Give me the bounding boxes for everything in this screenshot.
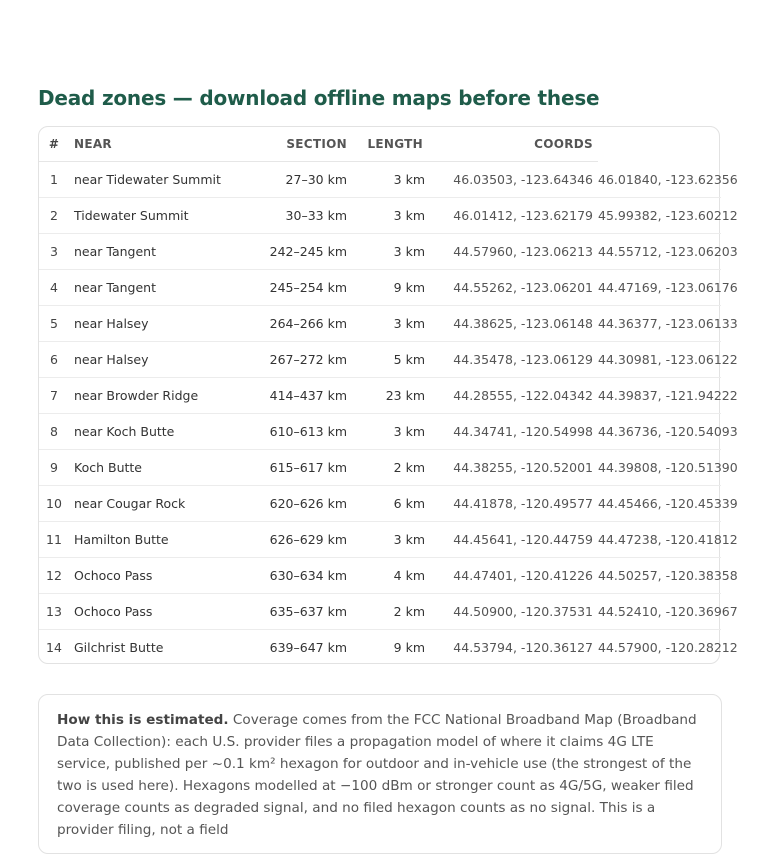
row-near: near Tidewater Summit: [69, 162, 219, 198]
row-end-coords: 44.57900, -120.28212: [598, 640, 738, 655]
row-num: 14: [46, 640, 62, 655]
row-start-coords: 44.55262, -123.06201: [431, 270, 598, 306]
row-end-coords: 45.99382, -123.60212: [598, 198, 721, 234]
row-section: 630–634 km: [219, 558, 359, 594]
row-section: 30–33 km: [219, 198, 359, 234]
row-num: 2: [39, 198, 69, 234]
row-num: 10: [39, 486, 69, 522]
row-num: 5: [39, 306, 69, 342]
row-near: Ochoco Pass: [69, 558, 219, 594]
row-section: 615–617 km: [219, 450, 359, 486]
row-near: Koch Butte: [69, 450, 219, 486]
row-end-coords: 44.47238, -120.41812: [598, 522, 721, 558]
row-num: 6: [39, 342, 69, 378]
row-start-coords: 44.53794, -120.36127: [453, 640, 593, 655]
row-length: 6 km: [359, 486, 431, 522]
row-near: near Tangent: [69, 234, 219, 270]
row-section: 626–629 km: [219, 522, 359, 558]
row-length: 3 km: [359, 522, 431, 558]
row-length: 2 km: [359, 450, 431, 486]
row-num: 1: [39, 162, 69, 198]
row-section: 639–647 km: [269, 640, 347, 655]
dead-zones-table-card: [38, 126, 738, 664]
row-start-coords: 44.50900, -120.37531: [431, 594, 598, 630]
row-end-coords: 44.55712, -123.06203: [598, 234, 721, 270]
row-start-coords: 44.38255, -120.52001: [431, 450, 598, 486]
row-start-coords: 44.41878, -120.49577: [431, 486, 598, 522]
row-length: 23 km: [359, 378, 431, 414]
row-near: Tidewater Summit: [69, 198, 219, 234]
row-section: 245–254 km: [219, 270, 359, 306]
row-num: 9: [39, 450, 69, 486]
estimation-note: [57, 709, 703, 841]
row-end-coords: 44.36736, -120.54093: [598, 414, 721, 450]
row-near: Hamilton Butte: [69, 522, 219, 558]
table-row: [39, 630, 721, 666]
row-end-coords: 44.39837, -121.94222: [598, 378, 721, 414]
row-length: 3 km: [359, 234, 431, 270]
table-row: [39, 414, 721, 450]
table-row: [39, 450, 721, 486]
row-section: 267–272 km: [219, 342, 359, 378]
row-end-coords: 44.45466, -120.45339: [598, 486, 721, 522]
dead-zones-table: [39, 127, 738, 665]
table-row: [39, 234, 721, 270]
row-num: 13: [39, 594, 69, 630]
table-row: [39, 306, 721, 342]
row-num: 11: [39, 522, 69, 558]
row-length: 9 km: [359, 270, 431, 306]
row-end-coords: 44.30981, -123.06122: [598, 342, 721, 378]
row-num: 12: [39, 558, 69, 594]
row-start-coords: 44.38625, -123.06148: [431, 306, 598, 342]
row-start-coords: 44.57960, -123.06213: [431, 234, 598, 270]
row-length: 4 km: [359, 558, 431, 594]
row-near: near Tangent: [69, 270, 219, 306]
table-row: [39, 522, 721, 558]
note-lead: How this is estimated.: [57, 712, 229, 728]
row-num: 8: [39, 414, 69, 450]
table-header-row: [39, 127, 721, 162]
row-length: 9 km: [393, 640, 425, 655]
table-row: [39, 162, 721, 198]
table-body: [39, 162, 738, 666]
row-near: Ochoco Pass: [69, 594, 219, 630]
row-near: near Halsey: [69, 342, 219, 378]
header-coords: COORDS: [431, 127, 598, 162]
row-start-coords: 44.28555, -122.04342: [431, 378, 598, 414]
row-section: 610–613 km: [219, 414, 359, 450]
row-length: 2 km: [359, 594, 431, 630]
header-spacer: [598, 127, 721, 162]
row-length: 3 km: [359, 306, 431, 342]
table-row: [39, 594, 721, 630]
row-section: 242–245 km: [219, 234, 359, 270]
table-row: [39, 270, 721, 306]
row-length: 3 km: [359, 414, 431, 450]
header-section: SECTION: [219, 127, 359, 162]
row-section: 414–437 km: [219, 378, 359, 414]
row-start-coords: 44.34741, -120.54998: [431, 414, 598, 450]
header-length: LENGTH: [359, 127, 431, 162]
row-end-coords: 44.50257, -120.38358: [598, 558, 721, 594]
table-row: [39, 198, 721, 234]
row-end-coords: 44.47169, -123.06176: [598, 270, 721, 306]
row-near: near Cougar Rock: [69, 486, 219, 522]
table-row: [39, 558, 721, 594]
row-section: 27–30 km: [219, 162, 359, 198]
row-start-coords: 44.47401, -120.41226: [431, 558, 598, 594]
row-num: 7: [39, 378, 69, 414]
table-row: [39, 378, 721, 414]
row-length: 3 km: [359, 162, 431, 198]
row-section: 635–637 km: [219, 594, 359, 630]
note-body: Coverage comes from the FCC National Broadband Map (Broadband Data Collection): each U.S. provider files a propagation model of where it claims 4G LTE service, published per ~0.1 km² hexagon for outdoor and in-vehicle use (the strongest of the two is used here). Hexagons modelled at −100 dBm or stronger count as 4G/5G, weaker filed coverage counts as degraded signal, and no filed hexagon counts as no signal. This is a provider filing, not a field: [57, 712, 697, 838]
row-start-coords: 46.01412, -123.62179: [431, 198, 598, 234]
row-section: 264–266 km: [219, 306, 359, 342]
row-num: 4: [39, 270, 69, 306]
row-end-coords: 44.36377, -123.06133: [598, 306, 721, 342]
header-num: #: [39, 127, 69, 162]
table-row: [39, 486, 721, 522]
estimation-note-card: [38, 694, 722, 854]
row-start-coords: 46.03503, -123.64346: [431, 162, 598, 198]
row-end-coords: 46.01840, -123.62356: [598, 162, 721, 198]
row-length: 5 km: [359, 342, 431, 378]
page-title: Dead zones — download offline maps before these: [38, 86, 600, 110]
row-start-coords: 44.35478, -123.06129: [431, 342, 598, 378]
row-near: near Koch Butte: [69, 414, 219, 450]
row-end-coords: 44.39808, -120.51390: [598, 450, 721, 486]
row-length: 3 km: [359, 198, 431, 234]
row-num: 3: [39, 234, 69, 270]
row-near: near Browder Ridge: [69, 378, 219, 414]
table-row: [39, 342, 721, 378]
row-near: near Halsey: [69, 306, 219, 342]
row-start-coords: 44.45641, -120.44759: [431, 522, 598, 558]
row-end-coords: 44.52410, -120.36967: [598, 594, 721, 630]
row-near: Gilchrist Butte: [74, 640, 164, 655]
header-near: NEAR: [69, 127, 219, 162]
row-section: 620–626 km: [219, 486, 359, 522]
